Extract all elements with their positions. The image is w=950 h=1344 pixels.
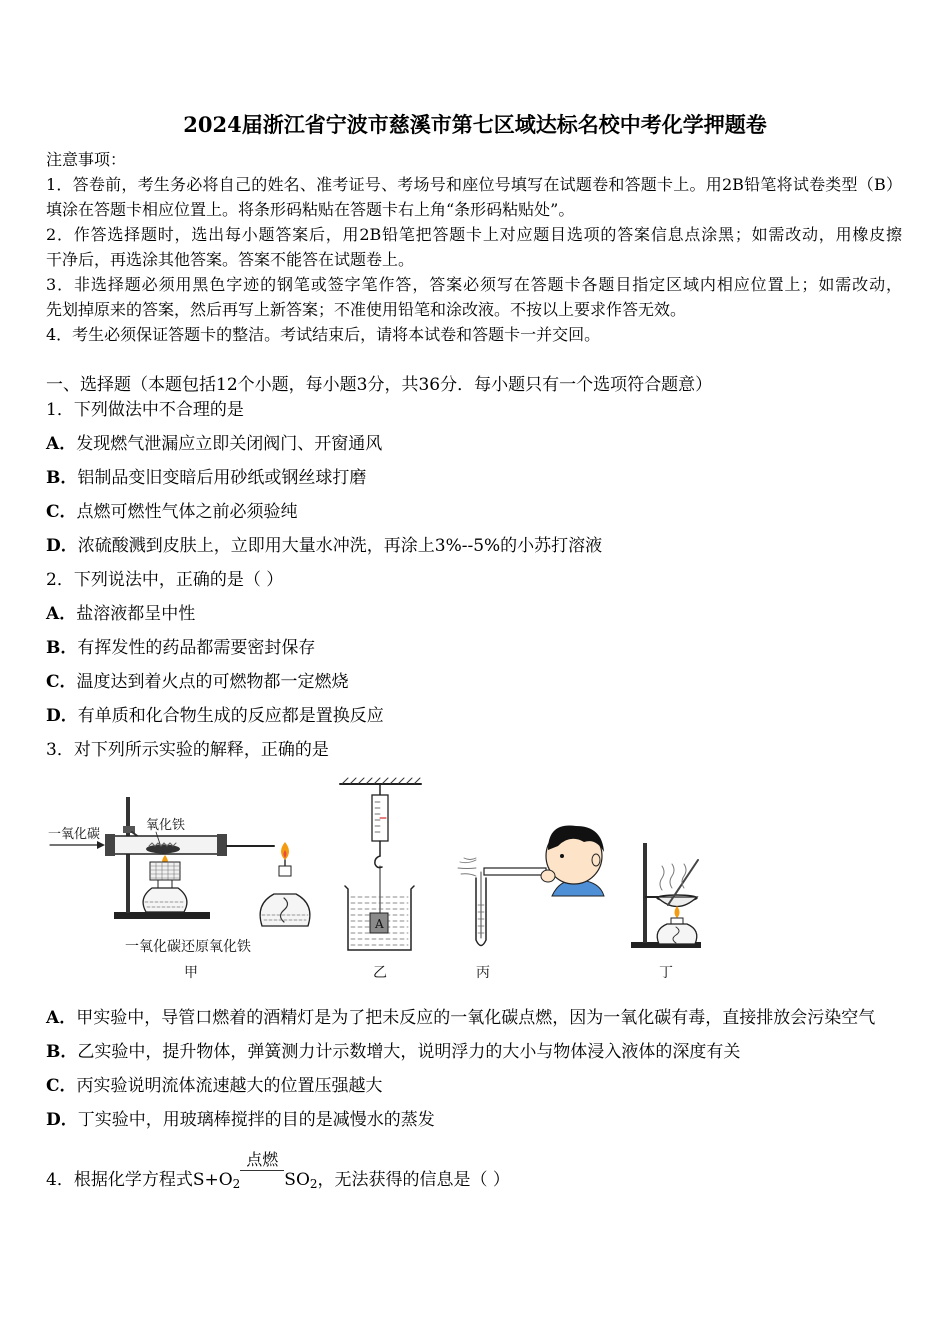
iron-stand-base	[114, 912, 210, 919]
wire-mesh-cover	[150, 862, 180, 880]
notice-line: 先划掉原来的答案，然后再写上新答案；不准使用铅笔和涂改液。不按以上要求作答无效。	[46, 300, 687, 319]
option-label: B．	[46, 638, 78, 658]
notice-item-1	[46, 172, 902, 222]
boy-hand	[541, 870, 555, 882]
notice-item-3	[46, 272, 902, 322]
notice-section	[46, 147, 902, 347]
notice-item-2	[46, 222, 902, 272]
question-text: 下列做法中不合理的是	[73, 400, 244, 420]
option-text: 温度达到着火点的可燃物都一定燃烧	[76, 672, 349, 692]
q1-option-a	[46, 427, 916, 461]
question-text: 对下列所示实验的解释，正确的是	[73, 740, 329, 760]
experiment-figure	[0, 770, 950, 990]
q3-option-c	[46, 1069, 916, 1103]
notice-line: 2．作答选择题时，选出每小题答案后，用2B铅笔把答题卡上对应题目选项的答案信息点涂黑；如需改动，用橡皮擦	[46, 225, 902, 244]
option-text: 甲实验中，导管口燃着的酒精灯是为了把未反应的一氧化碳点燃，因为一氧化碳有毒，直接排放会污染空气	[76, 1008, 876, 1028]
question-3-options	[46, 1001, 916, 1137]
option-text: 乙实验中，提升物体，弹簧测力计示数增大，说明浮力的大小与物体浸入液体的深度有关	[77, 1042, 741, 1062]
question-number: 4．	[46, 1170, 74, 1190]
label-ding: 丁	[659, 965, 673, 981]
alcohol-lamp-body	[143, 888, 187, 912]
spray-mist	[458, 858, 476, 876]
blow-straw	[484, 868, 546, 875]
q2-option-d	[46, 699, 916, 733]
reaction-condition	[240, 1150, 284, 1181]
condition-text: 点燃	[240, 1150, 284, 1171]
boy-eye	[560, 854, 564, 858]
question-text: 下列说法中，正确的是（ ）	[73, 570, 284, 590]
question-text: ，无法获得的信息是（ ）	[317, 1170, 510, 1190]
q3-option-a	[46, 1001, 916, 1035]
o2-subscript: 2	[232, 1177, 241, 1191]
option-label: A．	[46, 1008, 77, 1028]
option-text: 有单质和化合物生成的反应都是置换反应	[77, 706, 384, 726]
equation-prefix: 根据化学方程式S+O	[73, 1170, 233, 1190]
co-gas-label: 一氧化碳	[48, 827, 101, 842]
question-1-stem	[46, 393, 916, 427]
notice-line: 填涂在答题卡相应位置上。将条形码粘贴在答题卡右上角“条形码粘贴处”。	[46, 200, 575, 219]
option-text: 丁实验中，用玻璃棒搅拌的目的是减慢水的蒸发	[77, 1110, 435, 1130]
notice-heading: 注意事项：	[46, 150, 127, 169]
notice-line: 4．考生必须保证答题卡的整洁。考试结束后，请将本试卷和答题卡一并交回。	[46, 325, 601, 344]
section-heading: 一、选择题（本题包括12个小题，每小题3分，共36分．每小题只有一个选项符合题意）	[46, 375, 713, 395]
evaporating-dish	[657, 897, 697, 907]
lamp-neck-2	[279, 866, 291, 876]
option-label: C．	[46, 672, 77, 692]
scale-hook	[375, 856, 382, 868]
page-title: 2024届浙江省宁波市慈溪市第七区域达标名校中考化学押题卷	[183, 112, 767, 137]
notice-line: 1．答卷前，考生务必将自己的姓名、准考证号、考场号和座位号填写在试题卷和答题卡上。用2B铅笔将试卷类型（B）	[46, 175, 902, 194]
label-bing: 丙	[476, 965, 490, 981]
option-label: A．	[46, 604, 77, 624]
q1-option-d	[46, 529, 916, 563]
questions-1-3	[46, 393, 916, 767]
label-yi: 乙	[373, 965, 387, 981]
arrow-head-icon	[97, 841, 105, 849]
experiment-bing-apparatus	[458, 826, 604, 982]
question-number: 3．	[46, 740, 74, 760]
q1-option-c	[46, 495, 916, 529]
option-text: 点燃可燃性气体之前必须验纯	[76, 502, 298, 522]
question-3-stem	[46, 733, 916, 767]
option-text: 铝制品变旧变暗后用砂纸或钢丝球打磨	[77, 468, 367, 488]
ding-lamp-neck	[671, 918, 683, 924]
boy-ear	[592, 854, 600, 866]
option-label: A．	[46, 434, 77, 454]
ding-stand-rod	[643, 843, 647, 943]
question-4-stem	[46, 1150, 510, 1197]
option-label: B．	[46, 1042, 78, 1062]
equation-product: SO	[284, 1170, 310, 1190]
notice-line: 3．非选择题必须用黑色字迹的钢笔或签字笔作答，答案必须写在答题卡各题目指定区域内相应位置上；如需改动，	[46, 275, 902, 294]
steam-wisps	[660, 864, 686, 890]
q2-option-c	[46, 665, 916, 699]
option-text: 丙实验说明流体流速越大的位置压强越大	[76, 1076, 383, 1096]
option-label: D．	[46, 536, 78, 556]
ding-lamp-flame	[675, 906, 680, 918]
iron-stand-rod	[126, 797, 130, 913]
option-label: D．	[46, 1110, 78, 1130]
question-number: 1．	[46, 400, 74, 420]
question-number: 2．	[46, 570, 74, 590]
option-label: B．	[46, 468, 78, 488]
q3-option-b	[46, 1035, 916, 1069]
option-text: 浓硫酸溅到皮肤上，立即用大量水冲洗，再涂上3%--5%的小苏打溶液	[77, 536, 603, 556]
iron-oxide-label: 氧化铁	[146, 818, 186, 833]
lamp-neck	[158, 880, 172, 888]
option-text: 有挥发性的药品都需要密封保存	[77, 638, 316, 658]
so2-subscript: 2	[309, 1177, 318, 1191]
option-text: 发现燃气泄漏应立即关闭阀门、开窗通风	[76, 434, 383, 454]
jia-caption: 一氧化碳还原氧化铁	[125, 939, 251, 955]
option-label: C．	[46, 502, 77, 522]
notice-item-4	[46, 322, 902, 347]
q2-option-a	[46, 597, 916, 631]
right-stopper	[217, 834, 227, 856]
option-label: D．	[46, 706, 78, 726]
q2-option-b	[46, 631, 916, 665]
left-stopper	[105, 834, 115, 856]
q1-option-b	[46, 461, 916, 495]
label-jia: 甲	[184, 965, 198, 981]
experiment-jia-apparatus	[48, 797, 310, 981]
experiment-yi-apparatus	[340, 778, 421, 981]
option-label: C．	[46, 1076, 77, 1096]
iron-oxide-powder	[146, 845, 180, 854]
question-2-stem	[46, 563, 916, 597]
option-text: 盐溶液都呈中性	[76, 604, 196, 624]
block-label: A	[375, 917, 384, 931]
q3-option-d	[46, 1103, 916, 1137]
notice-line: 干净后，再选涂其他答案。答案不能答在试题卷上。	[46, 250, 415, 269]
experiment-ding-apparatus	[631, 843, 701, 981]
